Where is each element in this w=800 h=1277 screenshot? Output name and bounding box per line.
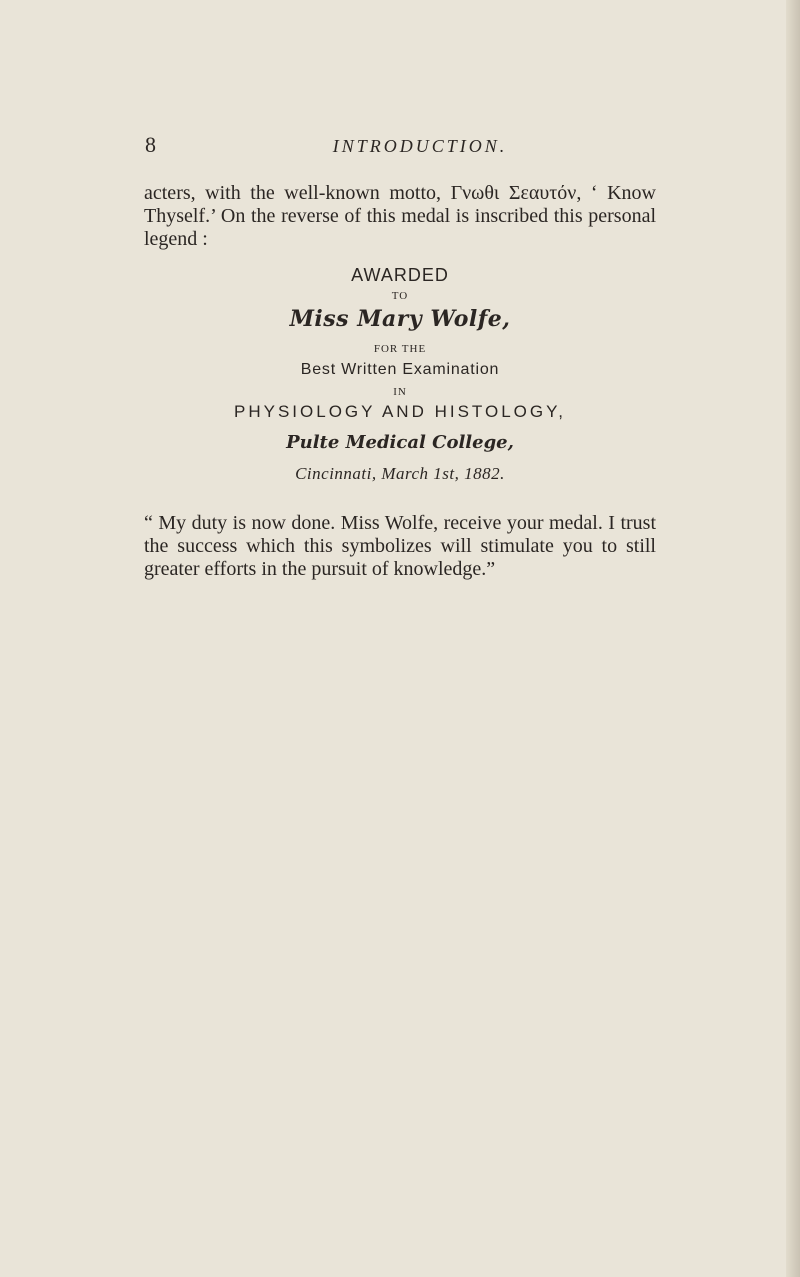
legend-subject: PHYSIOLOGY AND HISTOLOGY, (234, 402, 566, 421)
legend-exam: Best Written Examination (300, 361, 500, 378)
legend-awarded: AWARDED (351, 265, 449, 285)
legend-recipient: Miss Mary Wolfe, (289, 306, 511, 332)
legend-dateline: Cincinnati, March 1st, 1882. (295, 464, 505, 483)
legend-college: Pulte Medical College, (286, 432, 514, 453)
page-number: 8 (145, 132, 156, 157)
page-edge (786, 0, 800, 1277)
legend-in: IN (393, 386, 407, 398)
paragraph-quote: “ My duty is now done. Miss Wolfe, receive your medal. I trust the success which this symbolizes will stimulate you to still greater efforts in the pursuit of knowledge.” (144, 512, 656, 580)
page-header (145, 132, 665, 162)
paragraph-intro: acters, with the well-known motto, Γνωθι Σεαυτόν, ‘ Know Thyself.’ On the reverse of this medal is inscribed this personal legend : (144, 182, 656, 250)
legend-to: TO (391, 290, 409, 302)
running-head: INTRODUCTION. (332, 136, 508, 156)
legend-for-the: FOR THE (373, 343, 427, 355)
